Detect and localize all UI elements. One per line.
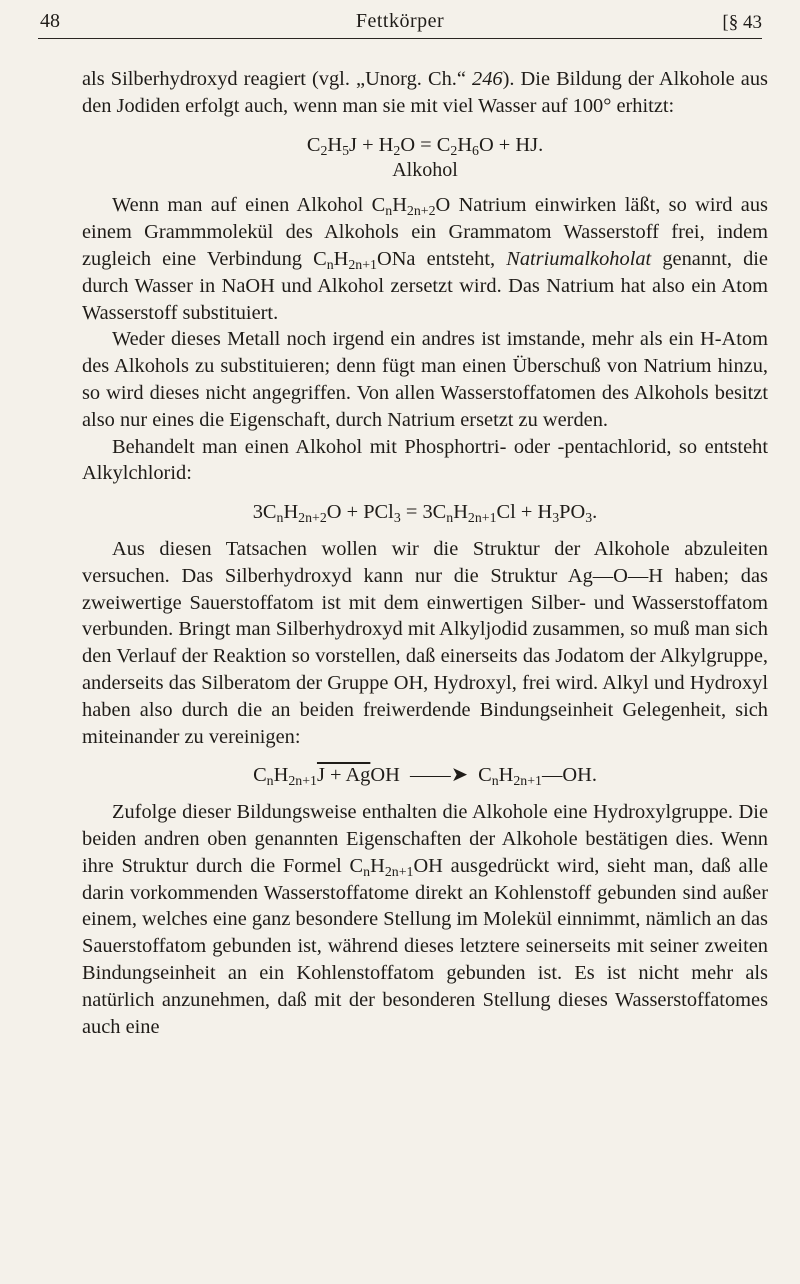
equation-hydroxyl (82, 762, 768, 789)
text-body (82, 66, 768, 1040)
page-number: 48 (40, 10, 60, 32)
paragraph-hydroxyl-group: Zufolge dieser Bildungsweise enthalten die Alkohole eine Hydroxylgruppe. Die beiden andren oben genannten Eigenschaften der Alkohole bestätigen dies. Wenn ihre Struktur durch die Formel $C_nH_{2n+1}OH$ ausgedrückt wird, sieht man, daß alle darin vorkommenden Wasserstoffatome direkt an Kohlenstoff gebunden sind außer einem, welches eine ganz besondere Stellung im Molekül einnimmt, nämlich an das Sauerstoffatom gebunden ist, während dieses letztere seinerseits mit seiner zweiten Bindungseinheit an ein Kohlenstoffatom gebunden ist. Es ist nicht mehr als natürlich anzunehmen, daß mit der besonderen Stellung dieses Wasserstoffatomes auch eine (82, 801, 768, 1038)
paragraph-substitution: Weder dieses Metall noch irgend ein andres ist imstande, mehr als ein H-Atom des Alkohols zu substituieren; denn fügt man einen Überschuß von Natrium hinzu, so wird dieses nicht angegriffen. Von allen Wasserstoffatomen des Alkohols besitzt also nur eines die Eigenschaft, durch Natrium ersetzt zu werden. (82, 328, 768, 431)
equation-formula: $C_2H_5J + H_2O = C_2H_6O$ + HJ. (306, 133, 544, 159)
equation-formula: $3C_nH_{2n+2}O + PCl_3 = 3C_nH_{2n+1}Cl + H_3PO_3$. (252, 501, 598, 527)
page-reference: 246 (472, 68, 503, 90)
paragraph-sodium: Wenn man auf einen Alkohol $C_nH_{2n+2}O$ Natrium einwirken läßt, so wird aus einem Grammmolekül des Alkohols ein Grammatom Wasserstoff frei, indem zugleich eine Verbindung $C_nH_{2n+1}ONa$ entsteht, Natriumalkoholat genannt, die durch Wasser in NaOH und Alkohol zersetzt wird. Das Natrium hat also ein Atom Wasserstoff substituiert. (82, 194, 768, 324)
equation-chlorination (82, 499, 768, 526)
term-natriumalkoholat: Natriumalkoholat (506, 247, 652, 270)
equation-hydrolysis (82, 132, 768, 183)
paragraph-structure: Aus diesen Tatsachen wollen wir die Struktur der Alkohole abzuleiten versuchen. Das Silberhydroxyd kann nur die Struktur Ag—O—H haben; das zweiwertige Sauerstoffatom ist mit dem einwertigen Silber- und Wasserstoffatom verbunden. Bringt man Silberhydroxyd mit Alkyljodid zusammen, so muß man sich den Verlauf der Reaktion so vorstellen, daß einerseits das Jodatom der Alkylgruppe, anderseits das Silberatom der Gruppe OH, Hydroxyl, frei wird. Alkyl und Hydroxyl haben also durch die an beiden freiwerdende Bindungseinheit Gelegenheit, sich miteinander zu vereinigen: (82, 537, 768, 748)
paragraph-phosphorus: Behandelt man einen Alkohol mit Phosphortri- oder -pentachlorid, so entsteht Alkylchlorid: (82, 435, 768, 485)
paragraph-silver-hydroxide: als Silberhydroxyd reagiert (vgl. „Unorg. Ch.“ 246). Die Bildung der Alkohole aus den Jodiden erfolgt auch, wenn man sie mit viel Wasser auf 100° erhitzt: (82, 68, 768, 117)
equation-formula: $C_nH_{2n+1}J$ + AgOH ——➤ $C_nH_{2n+1}—OH$. (253, 764, 597, 790)
running-title: Fettkörper (355, 10, 445, 32)
section-marker: [§ 43 (722, 12, 762, 33)
equation-label: Alkohol (392, 159, 458, 182)
running-header (38, 8, 762, 39)
